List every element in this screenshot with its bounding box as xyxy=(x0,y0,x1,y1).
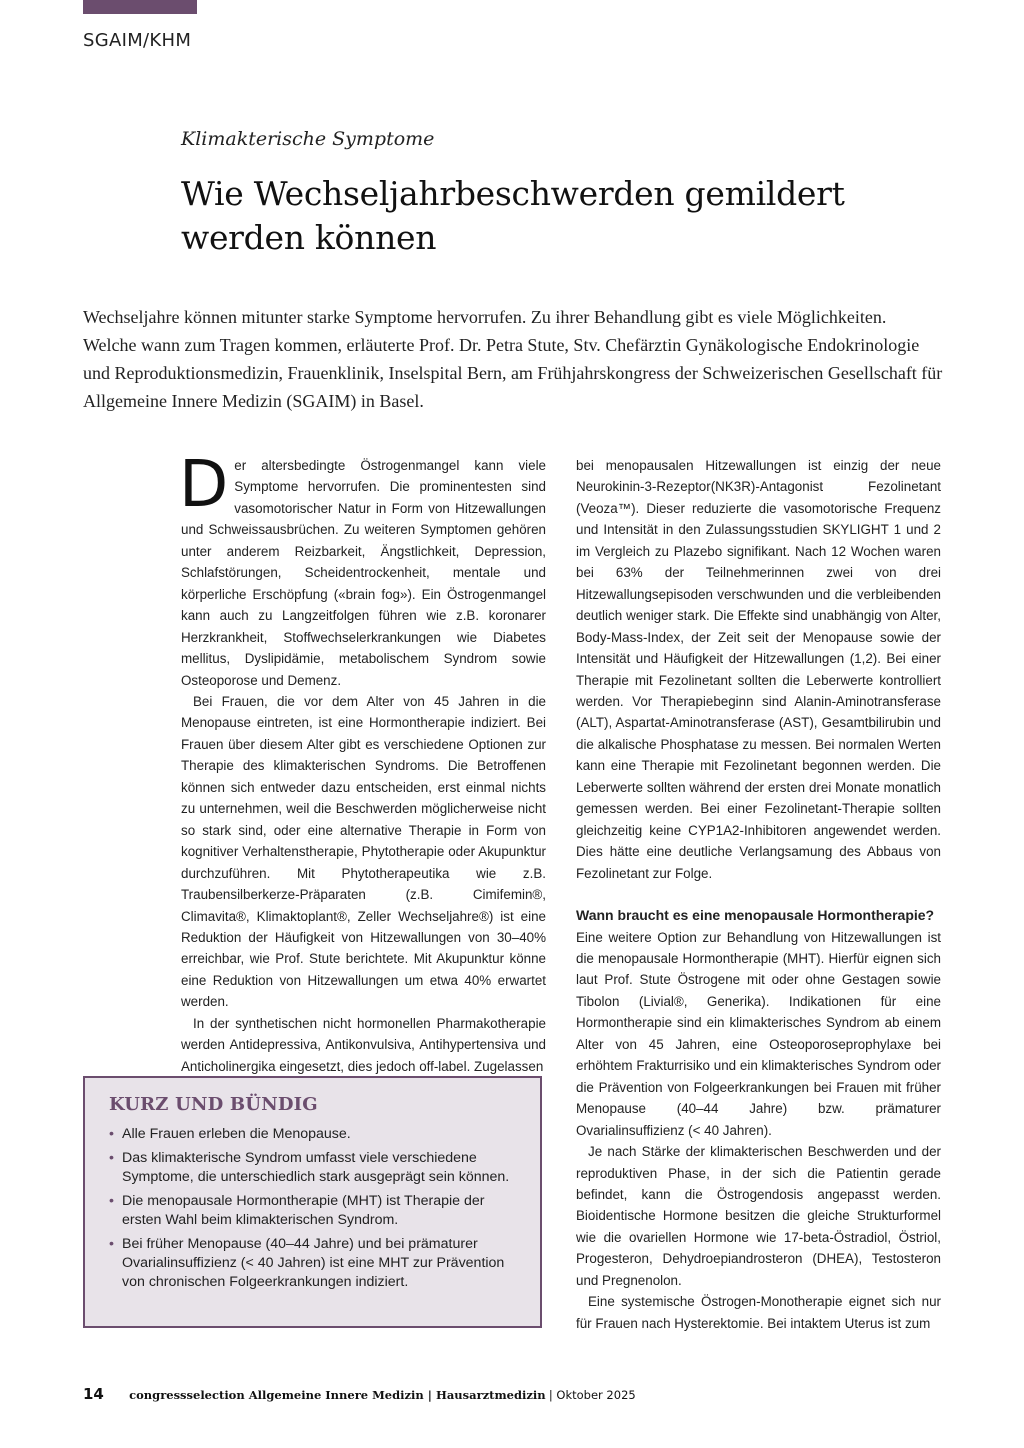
summary-list xyxy=(109,1125,516,1292)
bullet-icon: • xyxy=(109,1236,114,1252)
header-accent-bar xyxy=(83,0,197,14)
paragraph: Bei Frauen, die vor dem Alter von 45 Jahren in die Menopause eintreten, ist eine Hormontherapie indiziert. Bei Frauen über diesem Alter gibt es verschiedene Optionen zur Therapie des klimakterischen Syndroms. Die Betroffenen können sich entweder dazu entscheiden, erst einmal nichts zu unternehmen, weil die Beschwerden möglicherweise nicht so stark sind, oder eine alternative Therapie in Form von kognitiver Verhaltenstherapie, Phytotherapie oder Akupunktur durchzuführen. Mit Phytotherapeutika wie z.B. Traubensilberkerze-Präparaten (z.B. Cimifemin®, Climavita®, Klimaktoplant®, Zeller Wechseljahre®) ist eine Reduktion der Häufigkeit von Hitzewallungen von 30–40% erreichbar, wie Prof. Stute berichtete. Mit Akupunktur könne eine Reduktion von Hitzewallungen um etwa 40% erwartet werden. xyxy=(181,693,546,1010)
summary-box xyxy=(83,1076,542,1328)
summary-item-text: Alle Frauen erleben die Menopause. xyxy=(122,1126,351,1142)
paragraph: In der synthetischen nicht hormonellen Pharmakotherapie werden Antidepressiva, Antikonvulsiva, Antihypertensiva und Anticholinergika eingesetzt, dies jedoch off-label. Zugelassen xyxy=(181,1015,546,1074)
summary-item-text: Die menopausale Hormontherapie (MHT) ist Therapie der ersten Wahl beim klimakterischen Syndrom. xyxy=(122,1193,485,1228)
article-kicker: Klimakterische Symptome xyxy=(181,128,435,150)
left-column xyxy=(179,448,546,1077)
page-number: 14 xyxy=(83,1385,104,1403)
drop-cap: D xyxy=(179,448,229,522)
paragraph-text: er altersbedingte Östrogenmangel kann viele Symptome hervorrufen. Die prominentesten sind vasomotorischer Natur in Form von Hitzewallungen und Schweissausbrüchen. Zu weiteren Symptomen gehören unter anderem Reizbarkeit, Ängstlichkeit, Depression, Schlafstörungen, Scheidentrockenheit, mentale und körperliche Erschöpfung («brain fog»). Ein Östrogenmangel kann auch zu Langzeitfolgen führen wie z.B. koronarer Herzkrankheit, Stoffwechselerkrankungen wie Diabetes mellitus, Dyslipidämie, metabolischem Syndrom sowie Osteoporose und Demenz. xyxy=(181,458,546,688)
section-subheading: Wann braucht es eine menopausale Hormontherapie? xyxy=(576,907,935,924)
paragraph: Eine weitere Option zur Behandlung von Hitzewallungen ist die menopausale Hormontherapie (MHT). Hierfür eignen sich laut Prof. Stute Östrogene mit oder ohne Gestagen sowie Tibolon (Livial®, Generika). Indikationen für eine Hormontherapie sind ein klimakterisches Syndrom ab einem Alter von 45 Jahren, eine Osteoporoseprophylaxe bei erhöhtem Frakturrisiko und ein klimakterisches Syndrom oder die Prävention von Folgeerkrankungen bei Frauen mit früher Menopause (40–44 Jahre) bzw. prämaturer Ovarialinsuffizienz (< 40 Jahren). xyxy=(576,929,941,1138)
summary-item xyxy=(109,1192,516,1230)
summary-item xyxy=(109,1125,516,1144)
paragraph: bei menopausalen Hitzewallungen ist einzig der neue Neurokinin-3-Rezeptor(NK3R)-Antagonist Fezolinetant (Veoza™). Dieser reduzierte die vasomotorische Frequenz und Intensität in den Zulassungsstudien SKYLIGHT 1 und 2 im Vergleich zu Plazebo signifikant. Nach 12 Wochen waren bei 63% der Teilnehmerinnen zwei von drei Hitzewallungsepisoden verschwunden und die verbleibenden deutlich weniger stark. Die Effekte sind unabhängig von Alter, Body-Mass-Index, der Zeit seit der Menopause sowie der Intensität und Häufigkeit der Hitzewallungen (1,2). Bei einer Therapie mit Fezolinetant sollten die Leberwerte kontrolliert werden. Vor Therapiebeginn sind Alanin-Aminotransferase (ALT), Aspartat-Aminotransferase (AST), Gesamtbilirubin und die alkalische Phosphatase zu messen. Bei normalen Werten kann eine Therapie mit Fezolinetant begonnen werden. Die Leberwerte sollten während der ersten drei Monate monatlich gemessen werden. Bei einer Fezolinetant-Therapie sollten gleichzeitig keine CYP1A2-Inhibitoren angewendet werden. Dies hätte eine deutliche Verlangsamung des Abbaus von Fezolinetant zur Folge. xyxy=(576,458,941,881)
paragraph: Eine systemische Östrogen-Monotherapie eignet sich nur für Frauen nach Hysterektomie. Bei intaktem Uterus ist zum xyxy=(576,1294,941,1331)
bullet-icon: • xyxy=(109,1126,114,1142)
summary-item-text: Bei früher Menopause (40–44 Jahre) und bei prämaturer Ovarialinsuffizienz (< 40 Jahren) ist eine MHT zur Prävention von chronischen Folgeerkrankungen indiziert. xyxy=(122,1236,505,1290)
bullet-icon: • xyxy=(109,1150,114,1166)
publication-name: congressselection Allgemeine Innere Medizin | Hausarztmedizin xyxy=(129,1388,546,1402)
paragraph xyxy=(179,448,546,691)
summary-item-text: Das klimakterische Syndrom umfasst viele verschiedene Symptome, die unterschiedlich stark ausgeprägt sein können. xyxy=(122,1150,510,1185)
summary-item xyxy=(109,1235,516,1292)
summary-box-title: KURZ UND BÜNDIG xyxy=(109,1094,318,1115)
page-footer xyxy=(83,1385,636,1403)
issue-date: | Oktober 2025 xyxy=(548,1388,636,1402)
article-title: Wie Wechseljahrbeschwerden gemildert werden können xyxy=(181,174,845,257)
paragraph: Je nach Stärke der klimakterischen Beschwerden und der reproduktiven Phase, in der sich die Patientin gerade befindet, kann die Östrogendosis angepasst werden. Bioidentische Hormone besitzen die gleiche Strukturformel wie die ovariellen Hormone wie 17-beta-Östradiol, Östriol, Progesteron, Dehydroepiandrosteron (DHEA), Testosteron und Pregnenolon. xyxy=(576,1144,941,1288)
bullet-icon: • xyxy=(109,1193,114,1209)
right-column xyxy=(576,455,941,1334)
section-label: SGAIM/KHM xyxy=(83,30,192,51)
article-lead: Wechseljahre können mitunter starke Symptome hervorrufen. Zu ihrer Behandlung gibt es viele Möglichkeiten. Welche wann zum Tragen kommen, erläuterte Prof. Dr. Petra Stute, Stv. Chefärztin Gynäkologische Endokrinologie und Reproduktionsmedizin, Frauenklinik, Inselspital Bern, am Frühjahrskongress der Schweizerischen Gesellschaft für Allgemeine Innere Medizin (SGAIM) in Basel. xyxy=(83,307,943,411)
summary-item xyxy=(109,1149,516,1187)
